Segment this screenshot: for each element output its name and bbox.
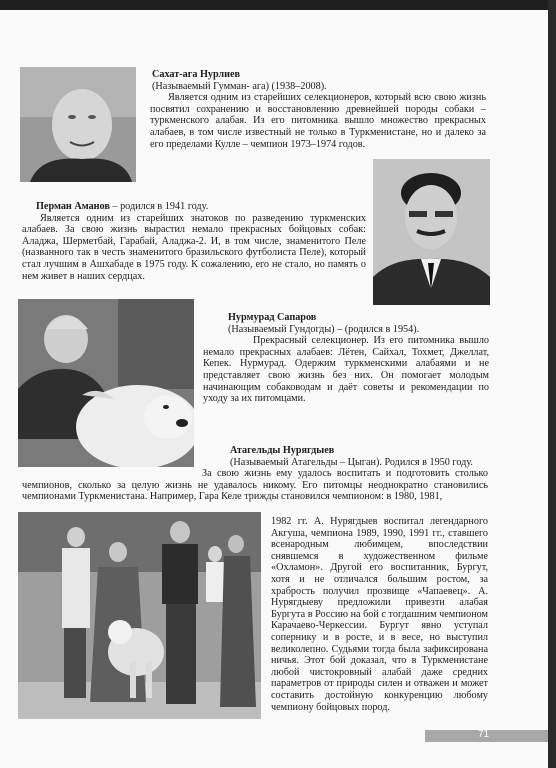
portrait-photo-2	[373, 159, 490, 305]
nickname-sakhat-aga: (Называемый Гумман- ага) (1938–2008).	[152, 80, 327, 92]
photo-nurmurad-saparov	[18, 299, 194, 467]
section-atageldy-intro	[22, 445, 488, 503]
photo-atageldy-family	[18, 512, 261, 719]
section-perman-amanov	[22, 201, 366, 282]
name-perman-amanov: Перман Аманов	[36, 201, 110, 212]
nickname-nurmurad-saparov: (Называемый Гундогды) – (родился в 1954).	[228, 323, 420, 335]
portrait-photo-3	[18, 299, 194, 467]
photo-sakhat-aga-nurliev	[20, 67, 136, 182]
bio-perman-amanov: Является одним из старейших знатоков по разведению туркменских алабаев. За свою жизнь вырастил немало прекрасных бойцовых собак: Аладжа, Шерметбай, Гарабай, Аладжа-2. И, в том числе, знаменитого Пеле (названного так в честь знаменитого бразильского футболиста Пеле), который стал лучшим в Ашхабаде в 1975 году. К сожалению, его не стало, но память о нем живет в наших сердцах.	[22, 212, 366, 282]
page-number: 71	[478, 729, 490, 740]
photo-perman-amanov	[373, 159, 490, 305]
bio-sakhat-aga: Является одним из старейших селекционеров, который всю свою жизнь посвятил сохранению и восстановлению древнейшей породы собаки – туркменского алабая. Из его питомника вышло множество прекрасных алабаев, в том числе известный не только в Туркменистане, но и далеко за его пределами Кулле – чемпион 1973–1974 годов.	[150, 92, 486, 150]
section-atageldy-continued	[271, 516, 488, 713]
intro-perman-amanov	[22, 201, 366, 213]
name-sakhat-aga: Сахат-ага Нурлиев	[152, 69, 241, 80]
nickname-atageldy: (Называемый Атагельды – Цыган). Родился в 1950 году.	[230, 456, 473, 468]
bio-nurmurad-saparov: Прекрасный селекционер. Из его питомника вышло немало прекрасных алабаев: Лётен, Сайхал, Тохмет, Джеллат, Кепек. Нурмурад. Одержим туркменскими алабаями и не представляет свою жизнь без них. Он помогает молодым начинающим собаководам и даёт советы и рекомендации по уходу за их питомцами.	[203, 335, 489, 405]
group-photo-4	[18, 512, 261, 719]
top-edge	[0, 0, 556, 10]
bio-atageldy-part2: 1982 гг. А. Нурягдыев воспитал легендарного Акгуша, чемпиона 1989, 1990, 1991 гг., ставшего всенародным любимцем, впоследствии снявшемся в художественном фильме «Охламон». Другой его воспитанник, Бургут, хотя и не отличался большим ростом, за храбрость получил прозвище «Чапаевец». А. Нурягдыеву предложили привезти алабая Бургута в Россию на бой с тогдашним чемпионом Карачаево-Черкессии. Бургут явно уступал сопернику и в росте, и в весе, но выступил великолепно. Судьями тогда была зафиксирована ничья. Этот бой доказал, что в Туркменистане любой чистокровный алабай даже средних параметров от природы силен и отважен и может составить достойную конкуренцию любому чемпиону бойцовых пород.	[271, 516, 488, 713]
name-atageldy-nuryagdyev: Атагельды Нурягдыев	[230, 445, 335, 456]
section-nurmurad-saparov	[203, 312, 489, 405]
bio-atageldy-part1: За свою жизнь ему удалось воспитать и подготовить столько чемпионов, сколько за целую жизнь не удавалось никому. Его питомцы неоднократно становились чемпионами Туркменистана. Например, Гара Келе трижды становился чемпионом: в 1980, 1981,	[22, 468, 488, 503]
name-nurmurad-saparov: Нурмурад Сапаров	[228, 312, 317, 323]
page-spine-edge	[548, 0, 556, 768]
portrait-photo-1	[20, 67, 136, 182]
born-perman-amanov: – родился в 1941 году.	[109, 201, 209, 212]
section-sakhat-aga	[150, 69, 486, 150]
